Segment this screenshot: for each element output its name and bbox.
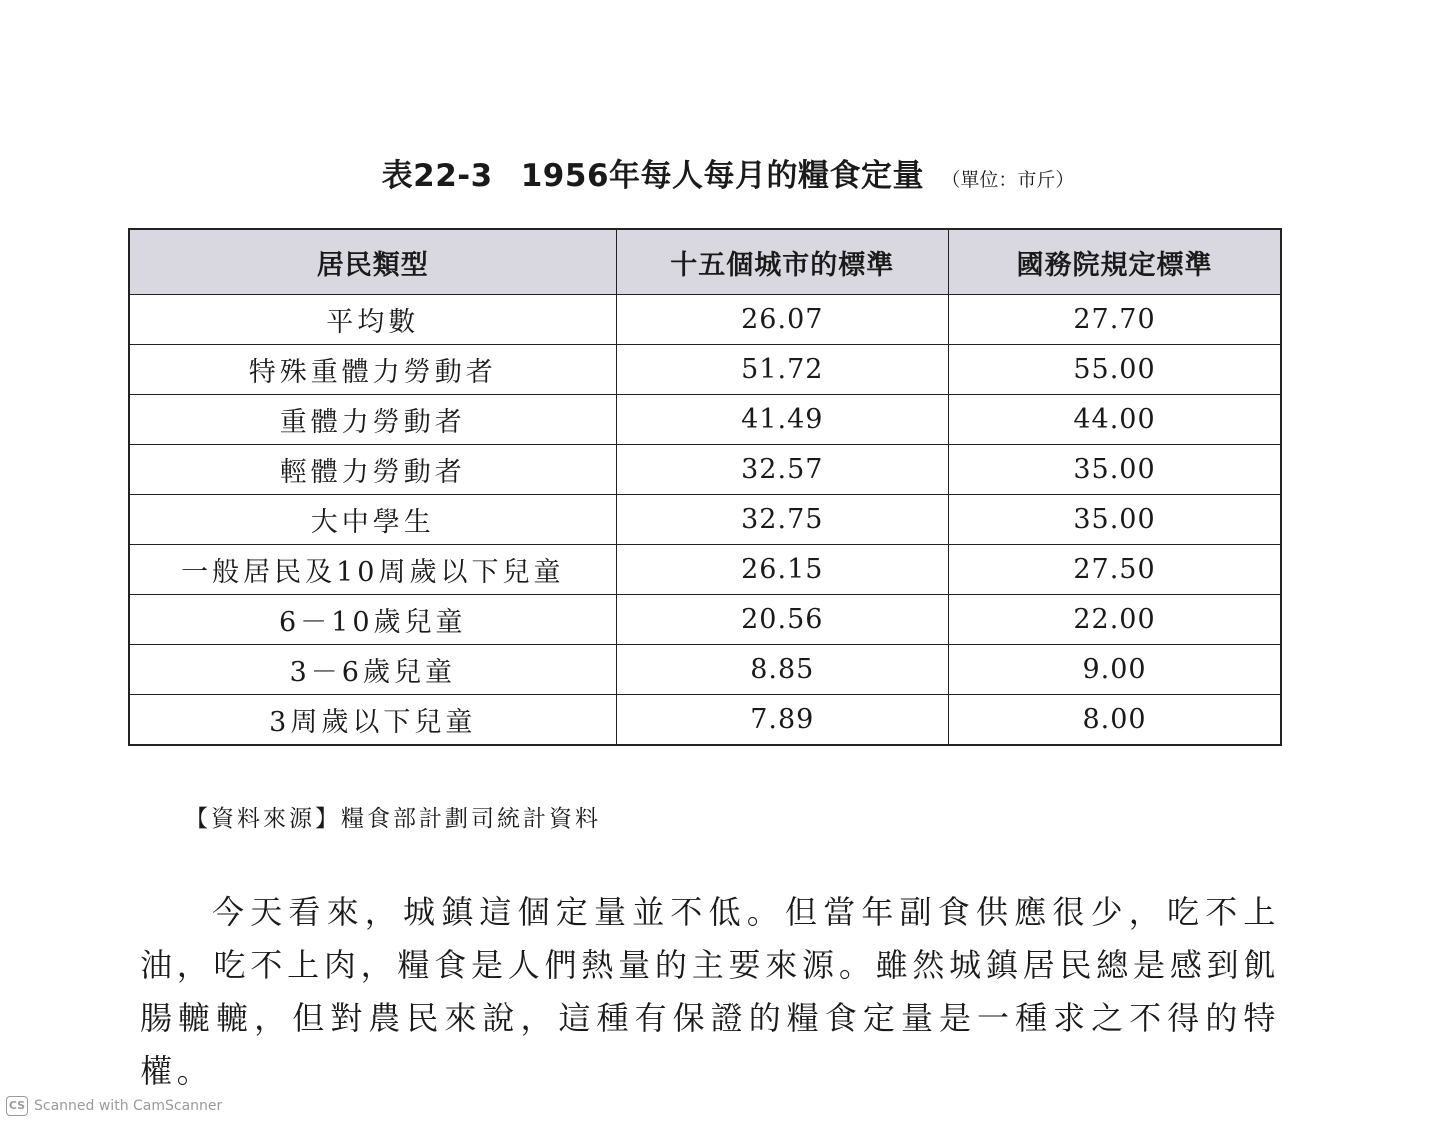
row-category: 重體力勞動者 [129, 395, 616, 445]
table-unit: （單位：市斤） [941, 169, 1075, 191]
scanner-watermark [6, 1096, 222, 1116]
row-state-standard: 9.00 [949, 645, 1281, 695]
grain-ration-table [128, 228, 1282, 746]
header-resident-type: 居民類型 [129, 229, 616, 295]
table-number: 表22-3 [381, 158, 493, 194]
table-header-row [129, 229, 1281, 295]
camscanner-logo-icon: CS [6, 1096, 28, 1116]
row-category: 大中學生 [129, 495, 616, 545]
row-state-standard: 8.00 [949, 695, 1281, 746]
row-city-standard: 7.89 [616, 695, 948, 746]
table-row [129, 545, 1281, 595]
row-state-standard: 22.00 [949, 595, 1281, 645]
row-city-standard: 26.15 [616, 545, 948, 595]
row-city-standard: 8.85 [616, 645, 948, 695]
row-category: 3周歲以下兒童 [129, 695, 616, 746]
row-state-standard: 35.00 [949, 445, 1281, 495]
table-row [129, 645, 1281, 695]
row-city-standard: 32.57 [616, 445, 948, 495]
table-title [0, 150, 1456, 195]
row-category: 輕體力勞動者 [129, 445, 616, 495]
table-row [129, 345, 1281, 395]
row-state-standard: 27.70 [949, 295, 1281, 345]
table-row [129, 695, 1281, 746]
header-fifteen-cities: 十五個城市的標準 [616, 229, 948, 295]
row-category: 特殊重體力勞動者 [129, 345, 616, 395]
row-city-standard: 32.75 [616, 495, 948, 545]
scanner-watermark-label: Scanned with CamScanner [34, 1098, 223, 1114]
row-city-standard: 51.72 [616, 345, 948, 395]
row-category: 平均數 [129, 295, 616, 345]
body-paragraph: 今天看來，城鎮這個定量並不低。但當年副食供應很少，吃不上油，吃不上肉，糧食是人們熱量的主要來源。雖然城鎮居民總是感到飢腸轆轆，但對農民來說，這種有保證的糧食定量是一種求之不得的特權。 [140, 893, 1280, 1090]
table-row [129, 495, 1281, 545]
row-city-standard: 20.56 [616, 595, 948, 645]
row-state-standard: 27.50 [949, 545, 1281, 595]
table-row [129, 295, 1281, 345]
row-state-standard: 55.00 [949, 345, 1281, 395]
row-state-standard: 44.00 [949, 395, 1281, 445]
row-city-standard: 26.07 [616, 295, 948, 345]
row-category: 一般居民及10周歲以下兒童 [129, 545, 616, 595]
table-row [129, 595, 1281, 645]
row-category: 6－10歲兒童 [129, 595, 616, 645]
table-title-main: 1956年每人每月的糧食定量 [520, 158, 925, 194]
table-row [129, 445, 1281, 495]
row-state-standard: 35.00 [949, 495, 1281, 545]
row-city-standard: 41.49 [616, 395, 948, 445]
data-source-note: 【資料來源】糧食部計劃司統計資料 [185, 806, 601, 832]
row-category: 3－6歲兒童 [129, 645, 616, 695]
header-state-council: 國務院規定標準 [949, 229, 1281, 295]
table-row [129, 395, 1281, 445]
